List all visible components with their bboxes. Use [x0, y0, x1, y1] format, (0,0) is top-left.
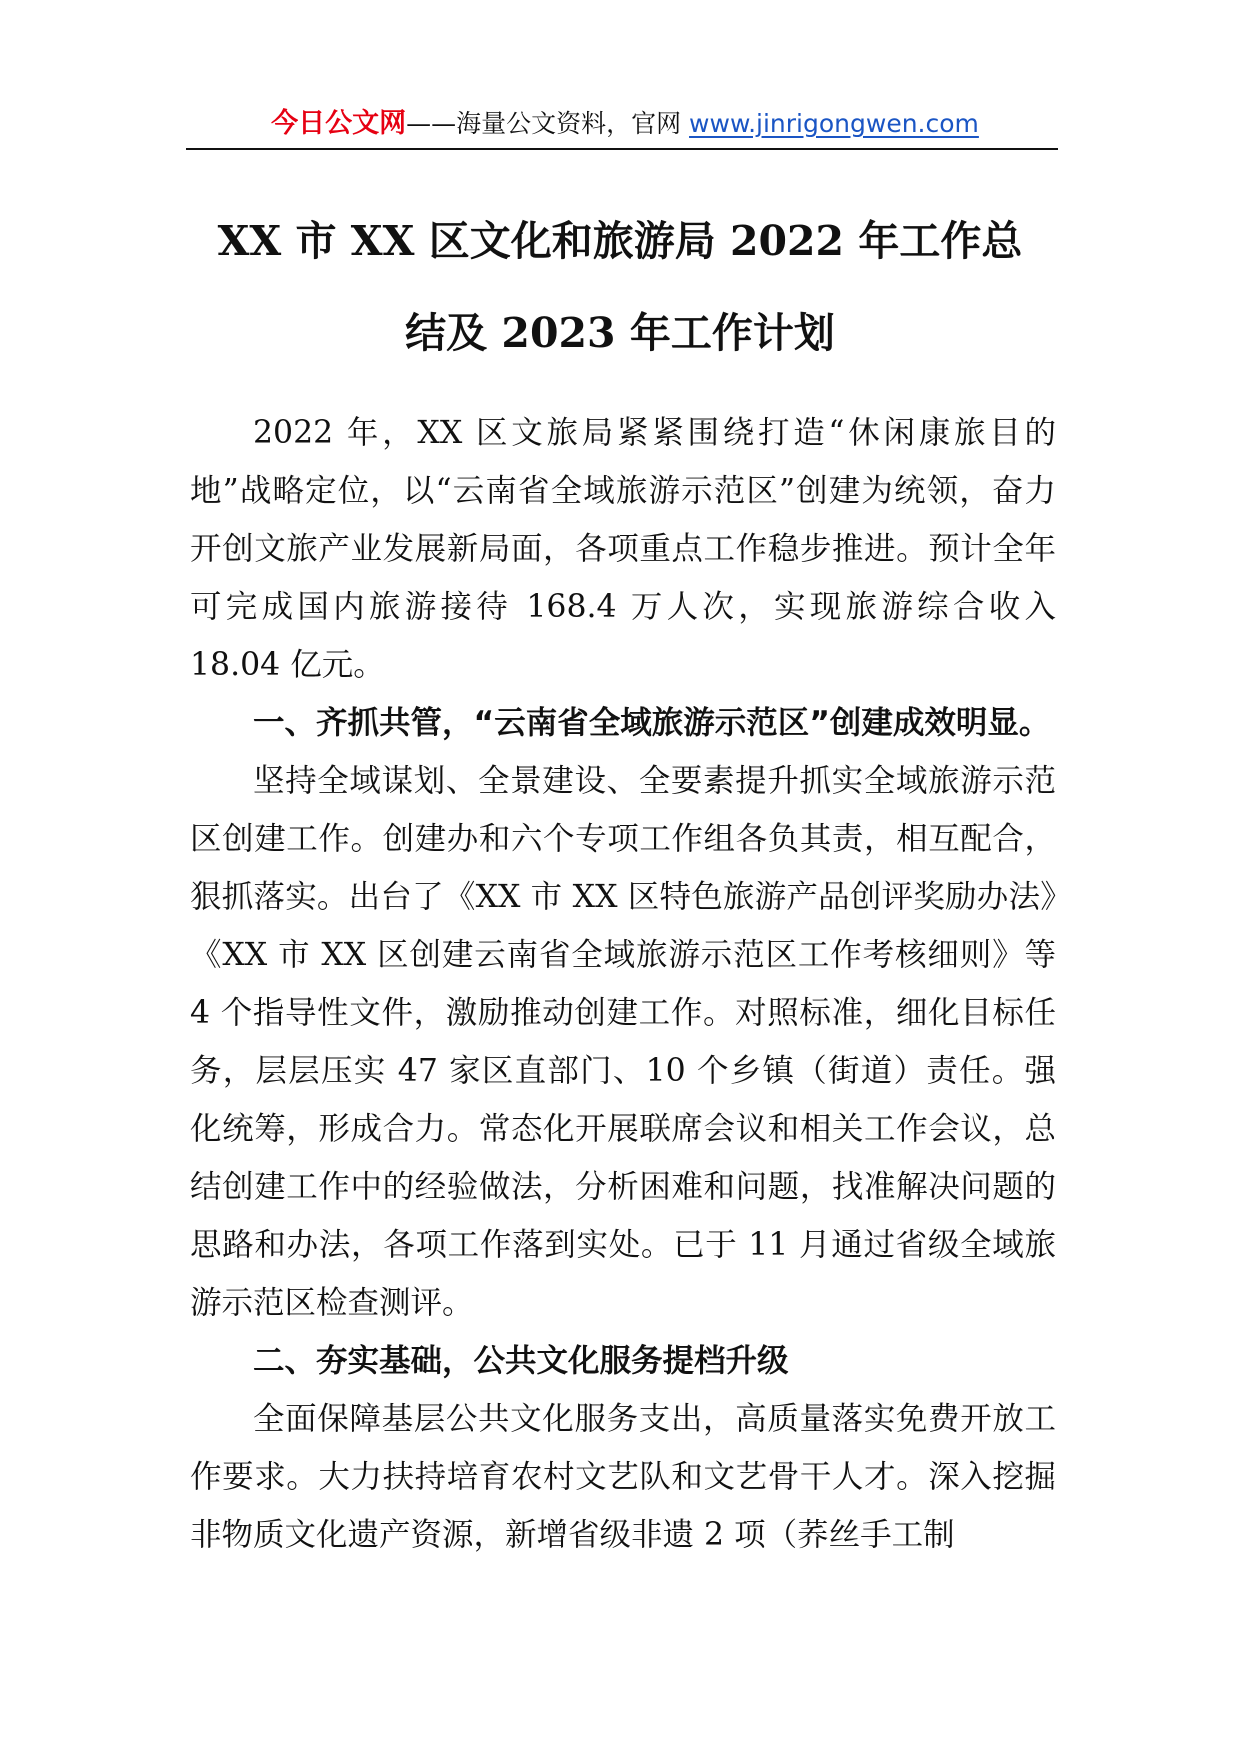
section-1-heading: 一、齐抓共管，“云南省全域旅游示范区”创建成效明显。	[253, 705, 1051, 741]
title-line-1: XX 市 XX 区文化和旅游局 2022 年工作总	[217, 217, 1023, 265]
intro-paragraph: 2022 年，XX 区文旅局紧紧围绕打造“休闲康旅目的地”战略定位，以“云南省全域旅游示范区”创建为统领，奋力开创文旅产业发展新局面，各项重点工作稳步推进。预计全年可完成国内旅游接待 168.4 万人次，实现旅游综合收入 18.04 亿元。	[190, 415, 1056, 683]
page-header	[190, 104, 1060, 144]
document-title	[150, 195, 1090, 379]
section-2-heading: 二、夯实基础，公共文化服务提档升级	[253, 1343, 789, 1379]
section-1-paragraph: 坚持全域谋划、全景建设、全要素提升抓实全域旅游示范区创建工作。创建办和六个专项工作组各负其责，相互配合，狠抓落实。出台了《XX 市 XX 区特色旅游产品创评奖励办法》《XX 市 XX 区创建云南省全域旅游示范区工作考核细则》等 4 个指导性文件，激励推动创建工作。对照标准，细化目标任务，层层压实 47 家区直部门、10 个乡镇（街道）责任。强化统筹，形成合力。常态化开展联席会议和相关工作会议，总结创建工作中的经验做法，分析困难和问题，找准解决问题的思路和办法，各项工作落到实处。已于 11 月通过省级全域旅游示范区检查测评。	[190, 763, 1056, 1321]
header-divider	[186, 148, 1058, 150]
document-body	[190, 404, 1056, 1564]
website-link[interactable]: www.jinrigongwen.com	[689, 109, 979, 138]
brand-name: 今日公文网	[271, 108, 407, 139]
header-tagline: ——海量公文资料，官网	[406, 109, 690, 138]
section-2-paragraph: 全面保障基层公共文化服务支出，高质量落实免费开放工作要求。大力扶持培育农村文艺队和文艺骨干人才。深入挖掘非物质文化遗产资源，新增省级非遗 2 项（荞丝手工制	[190, 1401, 1056, 1553]
title-line-2: 结及 2023 年工作计划	[405, 309, 835, 357]
